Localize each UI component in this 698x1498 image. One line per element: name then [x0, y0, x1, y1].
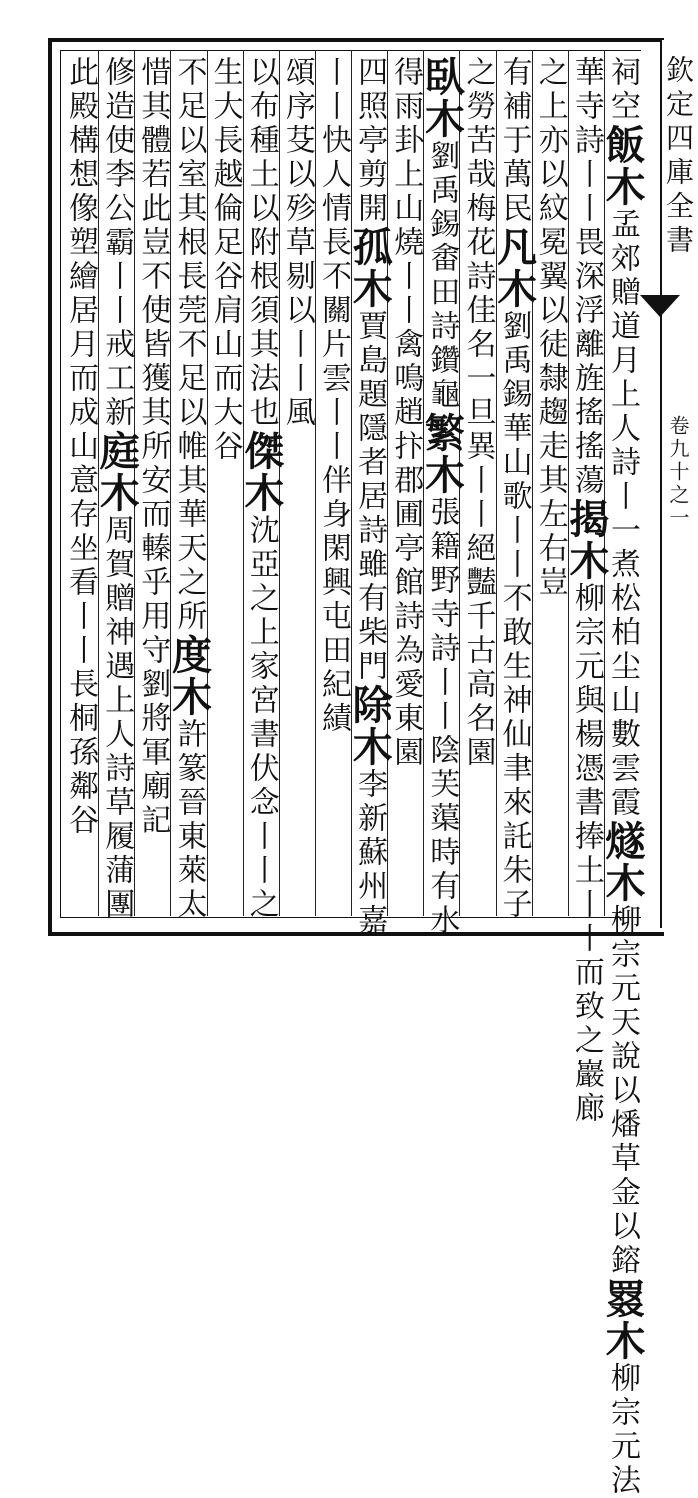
- entry-text: 不足以室其根長莞不足以帷其華天之所: [171, 56, 207, 634]
- entry-text: 劉禹錫畬田詩鑽龜: [424, 140, 460, 412]
- entry-text: 丨丨快人情: [315, 56, 351, 226]
- entry-text: 翼以徒隸趨走其左右豈: [532, 260, 568, 600]
- volume-number: 卷九十之一: [666, 415, 690, 530]
- entry-headword: 罬木: [598, 1278, 646, 1362]
- entry-text: 張籍野寺詩丨丨陰芙蕖時有水: [424, 496, 460, 938]
- entry-headword: 飯木: [598, 124, 646, 208]
- entry-text: 頌序芟以殄草剔以丨丨風: [279, 56, 315, 430]
- entry-text: 四照亭剪開: [352, 56, 388, 226]
- entry-text: 長不關片雲丨丨伴身閑: [315, 226, 351, 566]
- book-title: 欽定四庫全書: [662, 55, 695, 259]
- entry-text: 空: [604, 90, 640, 124]
- entry-headword: 除木: [346, 684, 394, 768]
- entry-text: 華寺詩丨丨畏深: [568, 56, 604, 294]
- entry-text: 梅花詩佳名一旦異丨丨絕豔千古高名園: [460, 192, 496, 770]
- text-column: [58, 56, 102, 916]
- entry-text: 亦以紋冕: [532, 124, 568, 260]
- entry-text: 有補于萬民: [496, 56, 532, 226]
- entry-headword: 燧木: [598, 820, 646, 904]
- entry-headword: 繁木: [418, 412, 466, 496]
- entry-text: 一煮松柏尘山數雲霞: [604, 514, 640, 820]
- entry-text: 山意存坐看丨丨長桐孫鄰谷: [63, 430, 99, 838]
- entry-text: 劉禹錫華山歌丨丨不敢生神仙聿來託朱子: [496, 310, 532, 922]
- entry-headword: 揭木: [562, 498, 610, 582]
- entry-text: 之勞苦哉: [460, 56, 496, 192]
- entry-headword: 傑木: [237, 430, 285, 514]
- entry-text: 以燔草金以鎔: [604, 1074, 640, 1278]
- entry-headword: 孤木: [346, 226, 394, 310]
- entry-headword: 庭木: [93, 430, 141, 514]
- entry-text: 周賀贈神遇上人詩草履蒲團: [99, 514, 135, 922]
- entry-headword: 度木: [165, 634, 213, 718]
- entry-text: 之上: [532, 56, 568, 124]
- entry-text: 以布種土以附根須其法也: [243, 56, 279, 430]
- entry-text: 柳宗元法: [604, 1362, 640, 1498]
- entry-text: 興屯田紀績: [315, 566, 351, 736]
- entry-text: 禽鳴趙抃郡圃亭館詩為愛東園: [388, 328, 424, 770]
- entry-text: 生大長越倫足谷肩山而大谷: [207, 56, 243, 464]
- entry-text: 賈島題隱者居詩雖有柴門: [352, 310, 388, 684]
- entry-headword: 凡木: [490, 226, 538, 310]
- entry-text: 柳宗元與楊憑書捧土丨丨而致之巖廊: [568, 582, 604, 1126]
- entry-text: 沈亞之上家宮書伏念丨丨之: [243, 514, 279, 922]
- entry-text: 孟郊贈道月上人詩丨: [604, 208, 640, 514]
- entry-text: 祠: [604, 56, 640, 90]
- entry-text: 惜其體若此豈不使皆獲其所安而轃乎用: [135, 56, 171, 634]
- entry-text: 柳宗元天說: [604, 904, 640, 1074]
- entry-text: 修造使李公霸丨丨戒工新: [99, 56, 135, 430]
- entry-text: 此殿構想像塑繪居月而成: [63, 56, 99, 430]
- entry-text: 許篆晉東萊太: [171, 718, 207, 922]
- entry-text: 李新蘇州嘉: [352, 768, 388, 938]
- entry-headword: 臥木: [418, 56, 466, 140]
- entry-text: 得雨卦上山燒丨丨: [388, 56, 424, 328]
- entry-text: 浮離旌搖搖蕩: [568, 294, 604, 498]
- fishtail-mark: [640, 295, 680, 317]
- entry-text: 守劉將軍廟記: [135, 634, 171, 838]
